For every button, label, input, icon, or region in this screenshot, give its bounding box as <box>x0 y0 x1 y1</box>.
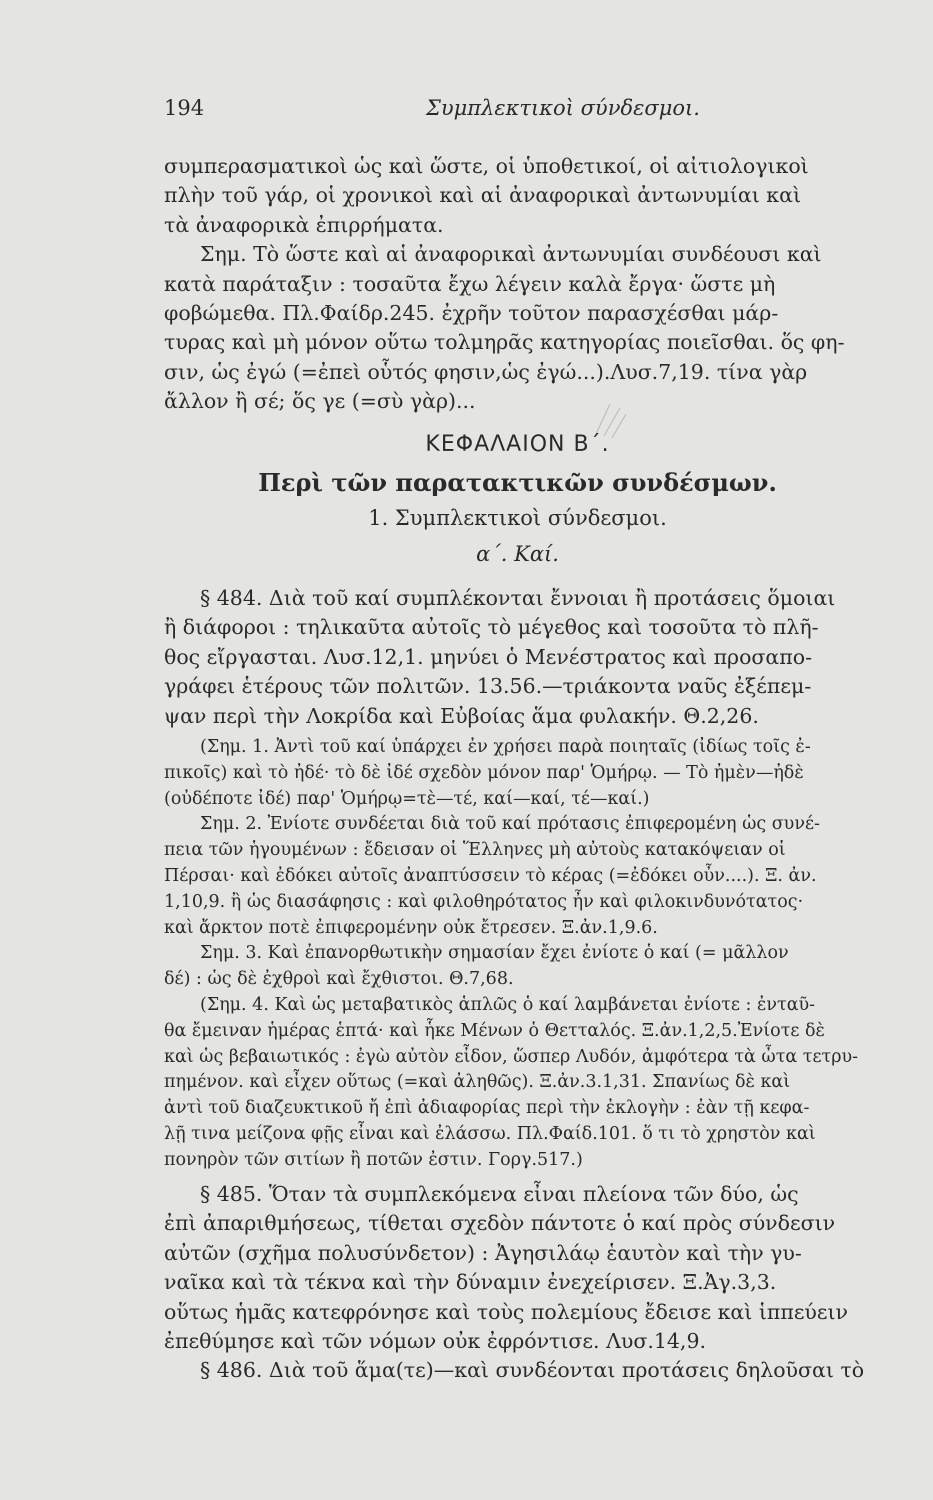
text-line: συμπερασματικοὶ ὡς καὶ ὥστε, οἱ ὑποθετικοί, οἱ αἰτιολογικοὶ <box>164 154 809 178</box>
text-line: σιν, ὡς ἐγώ (=ἐπεὶ οὗτός φησιν,ὡς ἐγώ...).Λυσ.7,19. τίνα γὰρ <box>164 359 808 384</box>
intro-paragraph <box>164 152 870 417</box>
note-line: (Σημ. 4. Καὶ ὡς μεταβατικὸς ἁπλῶς ὁ καί λαμβάνεται ἐνίοτε : ἐνταῦ- <box>200 994 816 1015</box>
running-title: Συμπλεκτικοὶ σύνδεσμοι. <box>426 96 700 120</box>
text-line: ἢ διάφοροι : τηλικαῦτα αὐτοῖς τὸ μέγεθος καὶ τοσοῦτα τὸ πλῆ- <box>164 615 819 640</box>
text-line: § 486. Διὰ τοῦ ἅμα(τε)—καὶ συνδέονται προτάσεις δηλοῦσαι τὸ <box>200 1358 865 1383</box>
note-line: Σημ. 2. Ἐνίοτε συνδέεται διὰ τοῦ καί πρότασις ἐπιφερομένη ὡς συνέ- <box>200 814 820 835</box>
subsection-heading: 1. Συμπλεκτικοὶ σύνδεσμοι. <box>368 506 667 530</box>
note-line: καὶ ἄρκτον ποτὲ ἐπιφερομένην οὐκ ἔτρεσεν. Ξ.ἀν.1,9.6. <box>164 917 658 938</box>
text-line: ἄλλον ἢ σέ; ὅς γε (=σὺ γὰρ)... <box>164 389 476 414</box>
note-line: πονηρὸν τῶν σιτίων ἢ ποτῶν ἐστιν. Γοργ.517.) <box>164 1149 583 1170</box>
note-line: θα ἔμειναν ἡμέρας ἑπτά· καὶ ἧκε Μένων ὁ Θετταλός. Ξ.ἀν.1,2,5.Ἐνίοτε δὲ <box>164 1020 825 1041</box>
text-line: φοβώμεθα. Πλ.Φαίδρ.245. ἐχρῆν τοῦτον παρασχέσθαι μάρ- <box>164 301 779 326</box>
section-heading: Περὶ τῶν παρατακτικῶν συνδέσμων. <box>258 468 777 497</box>
note-line: (οὐδέποτε ἰδέ) παρ' Ὁμήρῳ=τὲ—τέ, καί—καί, τέ—καί.) <box>164 788 650 809</box>
text-line: γράφει ἑτέρους τῶν πολιτῶν. 13.56.—τριάκοντα ναῦς ἐξέπεμ- <box>164 674 812 699</box>
note-line: λῇ τινα μείζονα φῇς εἶναι καὶ ἐλάσσω. Πλ.Φαίδ.101. ὅ τι τὸ χρηστὸν καὶ <box>164 1123 816 1144</box>
text-line: οὕτως ἡμᾶς κατεφρόνησε καὶ τοὺς πολεμίους ἔδεισε καὶ ἱππεύειν <box>164 1299 849 1324</box>
note-line: ἀντὶ τοῦ διαζευκτικοῦ ἤ ἐπὶ ἀδιαφορίας περὶ τὴν ἐκλογὴν : ἐὰν τῇ κεφα- <box>164 1098 810 1119</box>
notes-section <box>164 735 870 1174</box>
note-line: δέ) : ὡς δὲ ἐχθροὶ καὶ ἔχθιστοι. Θ.7,68. <box>164 969 514 990</box>
text-line: § 484. Διὰ τοῦ καί συμπλέκονται ἔννοιαι ἢ προτάσεις ὅμοιαι <box>200 586 836 610</box>
text-line: τὰ ἀναφορικὰ ἐπιρρήματα. <box>164 212 444 237</box>
paragraph-485 <box>164 1180 870 1386</box>
note-line: πεια τῶν ἡγουμένων : ἔδεισαν οἱ Ἕλληνες μὴ αὐτοὺς κατακόψειαν οἱ <box>164 840 786 861</box>
note-line: 1,10,9. ἢ ὡς διασάφησις : καὶ φιλοθηρότατος ἦν καὶ φιλοκινδυνότατος· <box>164 891 804 912</box>
note-line: πημένον. καὶ εἶχεν οὕτως (=καὶ ἀληθῶς). Ξ.ἀν.3.1,31. Σπανίως δὲ καὶ <box>164 1072 791 1093</box>
text-line: θος εἴργασται. Λυσ.12,1. μηνύει ὁ Μενέστρατος καὶ προσαπο- <box>164 644 813 669</box>
text-line: αὐτῶν (σχῆμα πολυσύνδετον) : Ἀγησιλάῳ ἑαυτὸν καὶ τὴν γυ- <box>164 1240 802 1265</box>
text-line: ἐπὶ ἀπαριθμήσεως, τίθεται σχεδὸν πάντοτε ὁ καί πρὸς σύνδεσιν <box>164 1211 836 1236</box>
page-number: 194 <box>164 96 205 120</box>
text-line: κατὰ παράταξιν : τοσαῦτα ἔχω λέγειν καλὰ ἔργα· ὥστε μὴ <box>164 271 776 296</box>
text-line: § 485. Ὅταν τὰ συμπλεκόμενα εἶναι πλείονα τῶν δύο, ὡς <box>200 1182 799 1206</box>
note-line: καὶ ὡς βεβαιωτικός : ἐγὼ αὐτὸν εἶδον, ὥσπερ Λυδόν, ἀμφότερα τὰ ὦτα τετρυ- <box>164 1046 859 1067</box>
note-line: Πέρσαι· καὶ ἐδόκει αὐτοῖς ἀναπτύσσειν τὸ κέρας (=ἐδόκει οὖν....). Ξ. ἀν. <box>164 865 817 886</box>
paragraph-484 <box>164 584 870 731</box>
text-line: ἐπεθύμησε καὶ τῶν νόμων οὐκ ἐφρόντισε. Λυσ.14,9. <box>164 1329 707 1354</box>
text-line: Σημ. Τὸ ὥστε καὶ αἱ ἀναφορικαὶ ἀντωνυμίαι συνδέουσι καὶ <box>200 242 822 267</box>
chapter-heading: ΚΕΦΑΛΑΙΟΝ Β΄. <box>425 432 610 457</box>
subsubsection-heading: α΄. Καί. <box>476 542 559 566</box>
note-line: (Σημ. 1. Ἀντὶ τοῦ καί ὑπάρχει ἐν χρήσει παρὰ ποιηταῖς (ἰδίως τοῖς ἐ- <box>200 737 811 757</box>
note-line: πικοῖς) καὶ τὸ ἠδέ· τὸ δὲ ἰδέ σχεδὸν μόνον παρ' Ὁμήρῳ. — Τὸ ἠμὲν—ἠδὲ <box>164 762 804 783</box>
text-line: ναῖκα καὶ τὰ τέκνα καὶ τὴν δύναμιν ἐνεχείρισεν. Ξ.Ἀγ.3,3. <box>164 1270 777 1295</box>
text-line: ψαν περὶ τὴν Λοκρίδα καὶ Εὐβοίας ἅμα φυλακήν. Θ.2,26. <box>164 703 759 728</box>
text-line: τυρας καὶ μὴ μόνον οὕτω τολμηρᾶς κατηγορίας ποιεῖσθαι. ὅς φη- <box>164 330 845 355</box>
text-line: πλὴν τοῦ γάρ, οἱ χρονικοὶ καὶ αἱ ἀναφορικαὶ ἀντωνυμίαι καὶ <box>164 183 801 208</box>
note-line: Σημ. 3. Καὶ ἐπανορθωτικὴν σημασίαν ἔχει ἐνίοτε ὁ καί (= μᾶλλον <box>200 943 789 964</box>
page-header <box>164 96 764 128</box>
